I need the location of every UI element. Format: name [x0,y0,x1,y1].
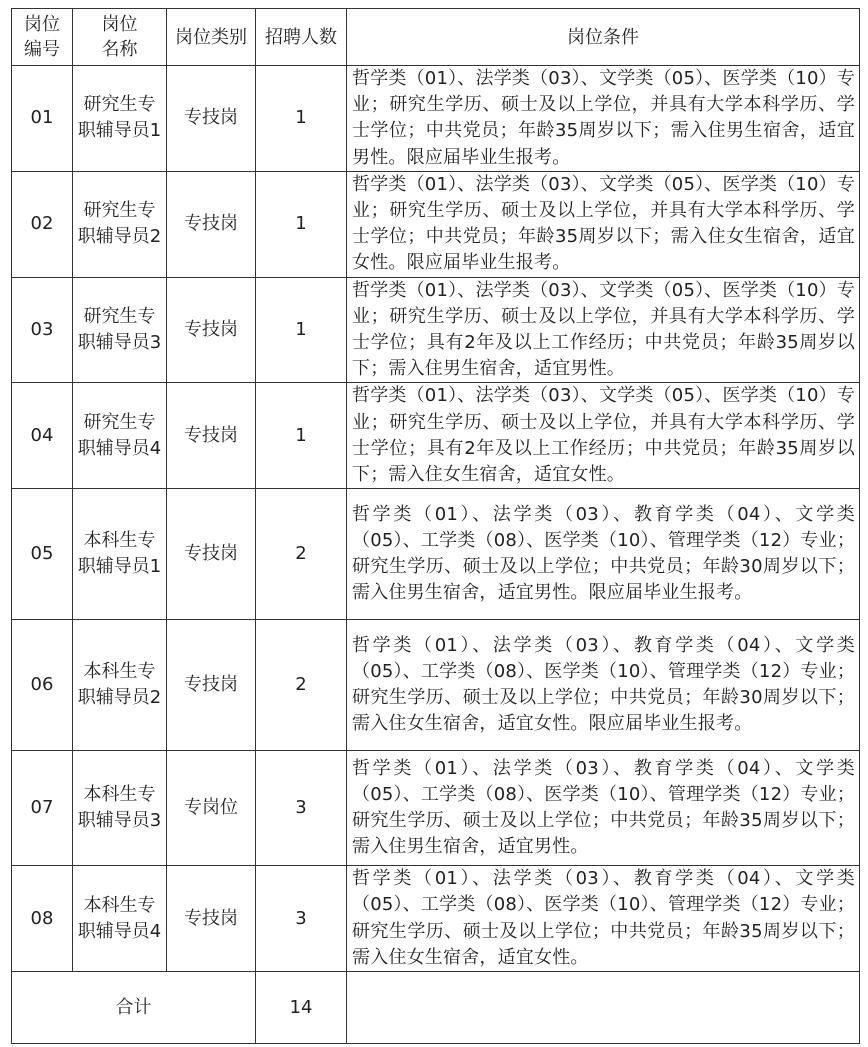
cell-position-conditions: 哲学类（01）、法学类（03）、文学类（05）、医学类（10）专业；研究生学历、硕士及以上学位，并具有大学本科学历、学士学位；中共党员；年龄35周岁以下；需入住女生宿舍，适宜女性。限应届毕业生报考。 [347,171,860,277]
total-count: 14 [256,972,347,1044]
cell-position-category: 专技岗 [167,620,256,751]
cell-position-conditions: 哲学类（01）、法学类（03）、教育学类（04）、文学类（05）、工学类（08）、医学类（10）、管理学类（12）专业；研究生学历、硕士及以上学位；中共党员；年龄30周岁以下；需入住女生宿舍，适宜女性。限应届毕业生报考。 [347,620,860,751]
cell-position-conditions: 哲学类（01）、法学类（03）、文学类（05）、医学类（10）专业；研究生学历、硕士及以上学位，并具有大学本科学历、学士学位；具有2年及以上工作经历；中共党员；年龄35周岁以下；需入住女生宿舍，适宜女性。 [347,383,860,489]
cell-hire-count: 1 [256,171,347,277]
recruitment-table-container [11,8,860,1044]
cell-position-category: 专技岗 [167,383,256,489]
table-row [12,751,860,866]
cell-position-conditions: 哲学类（01）、法学类（03）、文学类（05）、医学类（10）专业；研究生学历、硕士及以上学位，并具有大学本科学历、学士学位；中共党员；年龄35周岁以下；需入住男生宿舍，适宜男性。限应届毕业生报考。 [347,66,860,172]
cell-position-conditions: 哲学类（01）、法学类（03）、文学类（05）、医学类（10）专业；研究生学历、硕士及以上学位，并具有大学本科学历、学士学位；具有2年及以上工作经历；中共党员；年龄35周岁以下；需入住男生宿舍，适宜男性。 [347,277,860,383]
table-row [12,620,860,751]
header-position-name-text: 岗位 名称 [101,14,138,60]
cell-position-id: 02 [12,171,73,277]
cell-position-conditions: 哲学类（01）、法学类（03）、教育学类（04）、文学类（05）、工学类（08）、医学类（10）、管理学类（12）专业；研究生学历、硕士及以上学位；中共党员；年龄35周岁以下；需入住女生宿舍，适宜女性。 [347,866,860,972]
cell-position-id: 04 [12,383,73,489]
table-row [12,489,860,620]
cell-hire-count: 1 [256,383,347,489]
cell-hire-count: 1 [256,277,347,383]
cell-position-category: 专技岗 [167,277,256,383]
cell-position-category: 专技岗 [167,866,256,972]
cell-position-name: 研究生专职辅导员3 [73,277,167,383]
cell-position-name: 研究生专职辅导员1 [73,66,167,172]
cell-hire-count: 2 [256,489,347,620]
cell-position-name: 本科生专职辅导员2 [73,620,167,751]
table-row [12,66,860,172]
cell-position-category: 专技岗 [167,171,256,277]
cell-position-id: 05 [12,489,73,620]
cell-position-name: 本科生专职辅导员3 [73,751,167,866]
cell-position-conditions: 哲学类（01）、法学类（03）、教育学类（04）、文学类（05）、工学类（08）、医学类（10）、管理学类（12）专业；研究生学历、硕士及以上学位；中共党员；年龄35周岁以下；需入住男生宿舍，适宜男性。 [347,751,860,866]
header-position-category: 岗位类别 [167,9,256,66]
table-row [12,277,860,383]
cell-position-category: 专岗位 [167,751,256,866]
cell-hire-count: 3 [256,866,347,972]
cell-position-category: 专技岗 [167,489,256,620]
recruitment-table [11,8,860,1044]
cell-position-conditions: 哲学类（01）、法学类（03）、教育学类（04）、文学类（05）、工学类（08）、医学类（10）、管理学类（12）专业；研究生学历、硕士及以上学位；中共党员；年龄30周岁以下；需入住男生宿舍，适宜男性。限应届毕业生报考。 [347,489,860,620]
header-hire-count: 招聘人数 [256,9,347,66]
cell-position-id: 01 [12,66,73,172]
cell-position-id: 03 [12,277,73,383]
cell-hire-count: 2 [256,620,347,751]
total-label: 合计 [12,972,256,1044]
cell-position-id: 08 [12,866,73,972]
table-row [12,171,860,277]
header-position-conditions: 岗位条件 [347,9,860,66]
cell-position-name: 研究生专职辅导员2 [73,171,167,277]
cell-position-category: 专技岗 [167,66,256,172]
cell-position-id: 06 [12,620,73,751]
total-row [12,972,860,1044]
cell-position-name: 本科生专职辅导员4 [73,866,167,972]
header-position-name [73,9,167,66]
cell-hire-count: 1 [256,66,347,172]
table-row [12,383,860,489]
cell-position-name: 研究生专职辅导员4 [73,383,167,489]
total-conditions [347,972,860,1044]
header-position-id [12,9,73,66]
cell-position-name: 本科生专职辅导员1 [73,489,167,620]
table-row [12,866,860,972]
header-row [12,9,860,66]
cell-hire-count: 3 [256,751,347,866]
cell-position-id: 07 [12,751,73,866]
header-position-id-text: 岗位 编号 [24,14,60,60]
